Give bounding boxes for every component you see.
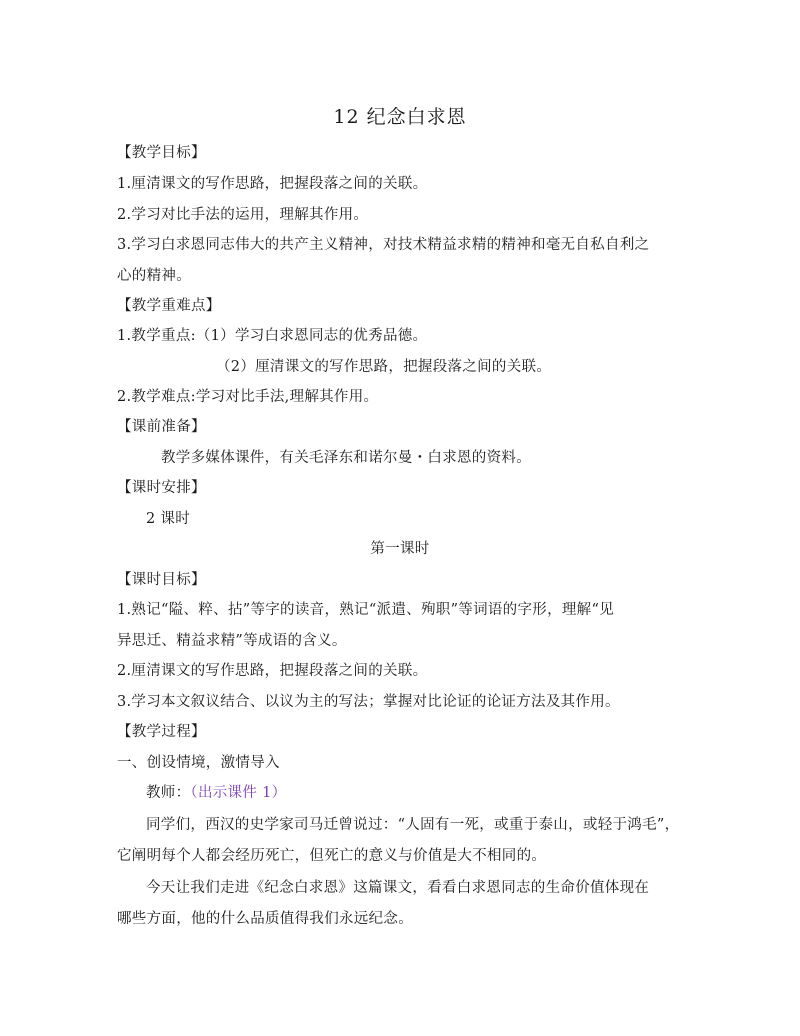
key-points-heading: 【教学重难点】 bbox=[117, 298, 221, 314]
intro-paragraph-1-cont: 它阐明每个人都会经历死亡，但死亡的意义与价值是大不相同的。 bbox=[117, 848, 547, 864]
teaching-goals-heading: 【教学目标】 bbox=[117, 145, 206, 161]
preparation-heading: 【课前准备】 bbox=[117, 419, 206, 435]
schedule-text: 2 课时 bbox=[146, 511, 191, 527]
lesson-goal-1-cont: 异思迁、精益求精”等成语的含义。 bbox=[117, 633, 347, 649]
intro-paragraph-2: 今天让我们走进《纪念白求恩》这篇课文，看看白求恩同志的生命价值体现在 bbox=[146, 880, 650, 896]
lesson-goals-heading: 【课时目标】 bbox=[117, 572, 206, 588]
teacher-label: 教师： bbox=[146, 785, 191, 801]
lesson-title: 第一课时 bbox=[370, 541, 430, 557]
page-title: 12 纪念白求恩 bbox=[333, 106, 467, 128]
goal-item-3-cont: 心的精神。 bbox=[117, 268, 191, 284]
goal-item-1: 1.厘清课文的写作思路，把握段落之间的关联。 bbox=[117, 176, 428, 192]
intro-paragraph-1: 同学们，西汉的史学家司马迁曾说过：“人固有一死，或重于泰山，或轻于鸿毛”， bbox=[146, 817, 680, 833]
key-point-1b: （2）厘清课文的写作思路，把握段落之间的关联。 bbox=[216, 359, 552, 375]
schedule-heading: 【课时安排】 bbox=[117, 480, 206, 496]
lesson-goal-1: 1.熟记“隘、粹、拈”等字的读音，熟记“派遣、殉职”等词语的字形，理解“见 bbox=[117, 602, 614, 618]
lesson-goal-2: 2.厘清课文的写作思路，把握段落之间的关联。 bbox=[117, 663, 428, 679]
preparation-text: 教学多媒体课件，有关毛泽东和诺尔曼・白求恩的资料。 bbox=[161, 450, 531, 466]
intro-paragraph-2-cont: 哪些方面，他的什么品质值得我们永远纪念。 bbox=[117, 911, 413, 927]
process-heading: 【教学过程】 bbox=[117, 724, 206, 740]
difficulty-point: 2.教学难点:学习对比手法,理解其作用。 bbox=[117, 389, 379, 405]
goal-item-2: 2.学习对比手法的运用，理解其作用。 bbox=[117, 207, 369, 223]
teacher-line bbox=[146, 783, 286, 803]
lesson-goal-3: 3.学习本文叙议结合、以议为主的写法；掌握对比论证的论证方法及其作用。 bbox=[117, 694, 620, 710]
step-1-heading: 一、创设情境，激情导入 bbox=[117, 755, 280, 771]
goal-item-3: 3.学习白求恩同志伟大的共产主义精神，对技术精益求精的精神和毫无自私自利之 bbox=[117, 237, 650, 253]
courseware-label: （出示课件 1） bbox=[190, 785, 287, 801]
key-point-1: 1.教学重点:（1）学习白求恩同志的优秀品德。 bbox=[117, 328, 428, 344]
